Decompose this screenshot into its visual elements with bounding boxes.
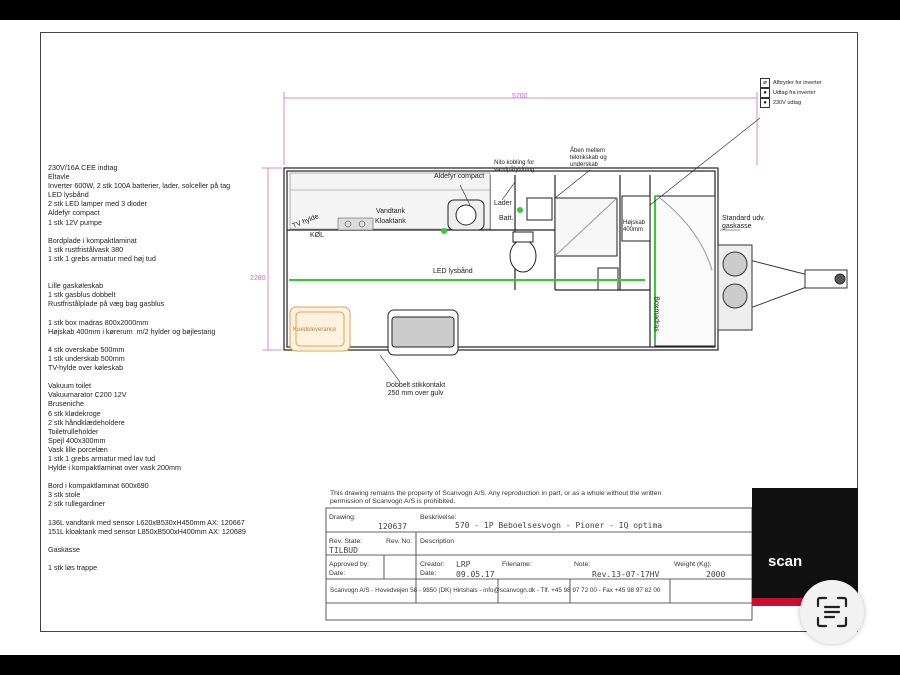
spec-line: TV-hylde over køleskab xyxy=(48,363,124,373)
spec-line: 151L kloaktank med sensor L850xB500xH400mm AX: 120689 xyxy=(48,526,246,536)
legend-text: Udtag fra inverter xyxy=(773,90,816,96)
spec-line: 2 stk håndklædeholdere xyxy=(48,417,125,427)
tb-notice: This drawing remains the property of Scanvogn A/S. Any reproduction in part, or as a whole without the written permission of Scanvogn A/S is prohibited. xyxy=(330,490,662,505)
legend-item xyxy=(760,98,822,108)
label-tv-hylde: TV hylde xyxy=(291,213,320,230)
drawbar xyxy=(718,245,847,330)
label-standard: Standard udv. gaskasse xyxy=(722,215,766,230)
spec-line: Hylde i kompaktlaminat over vask 200mm xyxy=(48,463,182,473)
tb-weight-label: Weight (Kg): xyxy=(674,561,712,568)
spec-line: 1 stk rustfristålvask 380 xyxy=(48,244,124,254)
tb-drawing-no: 120637 xyxy=(378,522,407,531)
tb-filename-label: Filename: xyxy=(502,561,532,568)
spec-line: Vakuum toilet xyxy=(48,381,92,391)
tb-rev-state: TILBUD xyxy=(329,546,358,555)
label-stikkontakt: Dobbelt stikkontakt 250 mm over gulv xyxy=(386,382,446,397)
tb-approved-label: Approved by: xyxy=(329,561,370,568)
spec-line: 3 stk stole xyxy=(48,490,81,500)
spec-line: Spejl 400x300mm xyxy=(48,435,106,445)
tb-footer: Scanvogn A/S - Hovedvejen 58 - 9850 (DK) Hirtshals - info@scanvogn.dk - Tlf. +45 98 97 72 00 - Fax +45 98 97 82 00 xyxy=(330,587,661,594)
spec-line: Lille gaskøleskab xyxy=(48,281,104,291)
dining-table xyxy=(388,310,458,355)
logo-text: scan xyxy=(768,553,803,570)
spec-line: 230V/16A CEE indtag xyxy=(48,163,118,172)
spec-line: LED lysbånd xyxy=(48,190,89,200)
label-boxmadras: Boxmadras xyxy=(652,296,660,332)
spec-line: Vakuumarator C200 12V xyxy=(48,390,127,400)
label-aben: Åben mellem teknikskab og underskab xyxy=(570,148,607,168)
label-kloaktank: Kloaktank xyxy=(375,218,406,225)
tb-weight: 2000 xyxy=(706,570,726,579)
spec-line: Inverter 600W, 2 stk 100A batterier, lader, solceller på tag xyxy=(48,181,231,191)
tb-creator: LRP xyxy=(456,560,471,569)
spec-line: 1 stk underskab 500mm xyxy=(48,353,125,363)
legend-symbol: ● xyxy=(760,88,770,98)
tb-desc2-label: Description xyxy=(420,538,454,545)
legend-item xyxy=(760,88,822,98)
label-aldefyr: Aldefyr compact xyxy=(434,173,485,180)
legend-text: 230V udtag xyxy=(773,100,802,106)
spec-line: 4 stk overskabe 500mm xyxy=(48,344,125,354)
tb-date: 09.05.17 xyxy=(456,570,495,579)
tb-note-label: Note: xyxy=(574,561,591,568)
label-nito: Nito kobling for vandpåfyldning xyxy=(494,160,535,173)
label-hojskab: Højskab 400mm xyxy=(623,220,646,233)
scan-text-button[interactable] xyxy=(800,580,864,644)
spec-line: 136L vandtank med sensor L620xB530xH450mm AX: 120667 xyxy=(48,517,245,527)
spec-line: 2 stk LED lamper med 3 dioder xyxy=(48,199,148,209)
tb-description: 570 - 1P Beboelsesvogn - Pioner - IQ optima xyxy=(455,521,663,530)
legend-text: Afbryder for inverter xyxy=(773,80,822,86)
spec-line: Eltavle xyxy=(48,172,70,182)
lamp-1 xyxy=(441,228,447,234)
spec-line: 1 stk 1 grebs armatur med høj tud xyxy=(48,253,156,263)
tb-rev-no-label: Rev. No: xyxy=(386,538,412,545)
spec-line: Bruseniche xyxy=(48,399,84,409)
spec-line: Gaskasse xyxy=(48,544,80,554)
label-batt: Batt. xyxy=(499,215,514,222)
label-lader: Lader xyxy=(494,200,512,207)
bathroom xyxy=(510,198,618,290)
label-vandtank: Vandtank xyxy=(376,208,406,215)
spec-line: Vask lille porcelæn xyxy=(48,444,108,454)
length-dimension: 5700 xyxy=(512,93,528,100)
spec-line: Toiletrulleholder xyxy=(48,426,99,436)
spec-line: 1 stk 12V pumpe xyxy=(48,217,102,227)
kitchen-sink xyxy=(448,200,484,230)
tb-rev-state-label: Rev. State: xyxy=(329,538,363,545)
tb-date-label: Date: xyxy=(329,570,346,577)
tb-drawing-label: Drawing: xyxy=(329,514,356,521)
tb-creator-label: Creator: xyxy=(420,561,445,568)
legend-symbol: ● xyxy=(760,98,770,108)
bed xyxy=(622,196,715,346)
spec-line: 2 stk rullegardiner xyxy=(48,499,106,509)
spec-line: Bordplade i kompaktlaminat xyxy=(48,235,137,245)
legend-item xyxy=(760,78,822,88)
spec-line: Rustfristålplade på væg bag gasblus xyxy=(48,299,165,309)
spec-line: 6 stk klødekroge xyxy=(48,408,101,418)
drawing-sheet xyxy=(0,20,900,655)
spec-line: 1 stk løs trappe xyxy=(48,563,98,573)
spec-line: Aldefyr compact xyxy=(48,208,100,218)
scan-text-icon xyxy=(800,580,864,644)
tb-desc-label: Beskrivelse: xyxy=(420,514,457,521)
label-kuvert: Kuedeleverance xyxy=(293,327,337,333)
spec-line: Bord i kompaktlaminat 600x690 xyxy=(48,481,149,491)
tb-note: Rev.13-07-17HV xyxy=(592,570,660,579)
label-led: LED lysbånd xyxy=(433,268,473,275)
spec-line: Højskab 400mm i kørerum m/2 hylder og bøjlestang xyxy=(48,326,216,336)
spec-line: 1 stk box madras 800x2000mm xyxy=(48,317,149,327)
spec-line: 1 stk gasblus dobbelt xyxy=(48,290,116,300)
tb-date2-label: Date: xyxy=(420,570,437,577)
label-kol: KØL xyxy=(310,232,325,239)
spec-line: 1 stk 1 grebs armatur med lav tud xyxy=(48,454,156,463)
width-dimension: 2280 xyxy=(250,275,266,282)
lamp-2 xyxy=(517,207,523,213)
legend xyxy=(760,78,822,108)
legend-symbol: ⌀ xyxy=(760,78,770,88)
